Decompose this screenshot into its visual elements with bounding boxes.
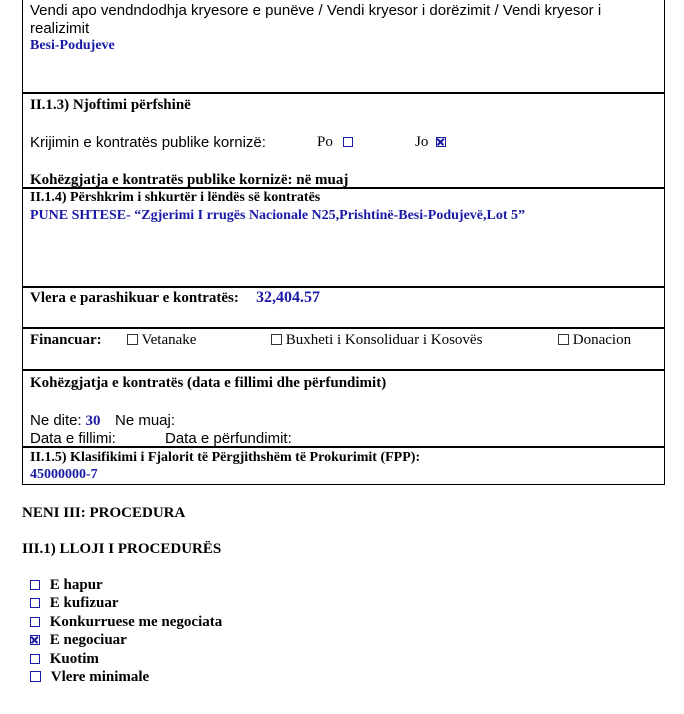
financuar-option-donacion[interactable]: [558, 332, 631, 349]
e-negociuar-label: E negociuar: [49, 632, 127, 648]
kuotim-label: Kuotim: [49, 651, 99, 667]
ne-dite-row: [30, 412, 100, 430]
financuar-label: Financuar:: [30, 332, 102, 348]
section-fpp: [22, 447, 665, 485]
procedure-item-e-hapur[interactable]: [30, 577, 103, 594]
vlera-value: 32,404.57: [256, 289, 320, 306]
buxheti-checkbox[interactable]: [271, 334, 282, 345]
option-po-label: Po: [317, 134, 333, 150]
ne-dite-label: Ne dite:: [30, 412, 82, 429]
po-checkbox[interactable]: [343, 137, 353, 147]
financuar-option-buxheti[interactable]: [271, 332, 482, 349]
procedure-item-e-kufizuar[interactable]: [30, 595, 119, 612]
section-financuar: [22, 328, 665, 370]
vlere-minimale-label: Vlere minimale: [50, 669, 150, 685]
e-kufizuar-checkbox[interactable]: [30, 598, 40, 608]
procedure-item-konkurruese[interactable]: [30, 614, 222, 631]
ne-dite-value: 30: [85, 413, 101, 429]
e-hapur-label: E hapur: [49, 577, 103, 593]
vlere-minimale-checkbox[interactable]: [30, 671, 41, 682]
donacion-label: Donacion: [572, 332, 632, 348]
donacion-checkbox[interactable]: [558, 334, 569, 345]
lloji-heading: III.1) LLOJI I PROCEDURËS: [22, 541, 222, 557]
section-pershkrim: [22, 188, 665, 287]
vendi-label-line2: realizimit: [30, 20, 90, 37]
konkurruese-checkbox[interactable]: [30, 617, 40, 627]
kohezgjatja-heading: Kohëzgjatja e kontratës (data e fillimi dhe përfundimit): [30, 375, 387, 391]
e-hapur-checkbox[interactable]: [30, 580, 40, 590]
section-njoftimi: [22, 93, 665, 188]
kornize-question: Krijimin e kontratës publike kornizë:: [30, 134, 266, 151]
e-negociuar-checkbox[interactable]: [30, 635, 40, 645]
jo-checkbox[interactable]: [436, 137, 446, 147]
vlera-label: Vlera e parashikuar e kontratës:: [30, 290, 239, 306]
procedure-item-kuotim[interactable]: [30, 651, 99, 668]
kuotim-checkbox[interactable]: [30, 654, 40, 664]
procedure-item-vlere-minimale[interactable]: [30, 669, 149, 686]
pershkrim-heading: II.1.4) Përshkrim i shkurtër i lëndës së kontratës: [30, 190, 321, 205]
vetanake-label: Vetanake: [141, 332, 197, 348]
neni-heading: NENI III: PROCEDURA: [22, 505, 186, 521]
option-jo-label: Jo: [415, 134, 429, 150]
e-kufizuar-label: E kufizuar: [49, 595, 119, 611]
buxheti-label: Buxheti i Konsoliduar i Kosovës: [285, 332, 483, 348]
pershkrim-value: PUNE SHTESE- “Zgjerimi I rrugës Nacionale N25,Prishtinë-Besi-Podujevë,Lot 5”: [30, 208, 526, 223]
ne-muaj-label: Ne muaj:: [115, 412, 176, 429]
procedure-item-e-negociuar[interactable]: [30, 632, 127, 649]
option-po: [317, 134, 353, 151]
vendi-value: Besi-Podujeve: [30, 38, 115, 53]
section-vendi: [22, 0, 665, 93]
fpp-heading: II.1.5) Klasifikimi i Fjalorit të Përgjithshëm të Prokurimit (FPP):: [30, 450, 421, 465]
financuar-option-vetanake[interactable]: [127, 332, 196, 349]
vetanake-checkbox[interactable]: [127, 334, 138, 345]
data-fillimi-label: Data e fillimi:: [30, 430, 116, 447]
vendi-label-line1: Vendi apo vendndodhja kryesore e punëve / Vendi kryesor i dorëzimit / Vendi kryesor i: [30, 2, 602, 19]
section-kohezgjatja: [22, 370, 665, 447]
fpp-value: 45000000-7: [30, 467, 98, 482]
konkurruese-label: Konkurruese me negociata: [49, 614, 223, 630]
kohezgjatja-kornize: Kohëzgjatja e kontratës publike kornizë: në muaj: [30, 172, 349, 188]
data-perfundimit-label: Data e përfundimit:: [165, 430, 292, 447]
section-vlera: [22, 287, 665, 328]
njoftimi-heading: II.1.3) Njoftimi përfshinë: [30, 97, 191, 113]
option-jo: [415, 134, 446, 151]
